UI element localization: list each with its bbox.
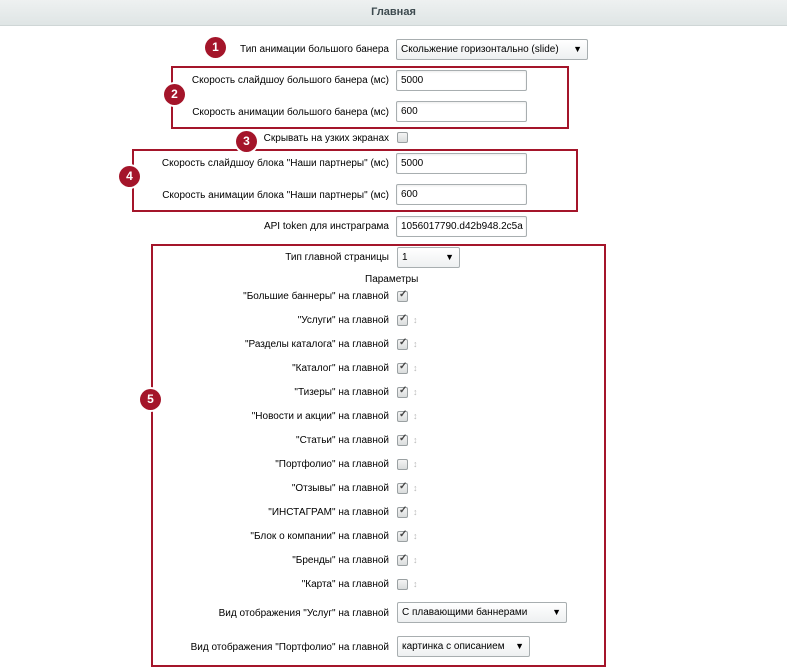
partners-slideshow-speed-input[interactable]: 5000 <box>396 153 527 174</box>
drag-handle-icon[interactable]: ↕ <box>413 339 418 349</box>
partners-slideshow-speed-label: Скорость слайдшоу блока "Наши партнеры" (мс) <box>161 158 389 169</box>
param-label: "Отзывы" на главной <box>291 483 389 494</box>
param-checkbox[interactable] <box>397 315 408 326</box>
badge-2: 2 <box>164 84 185 105</box>
chevron-down-icon: ▼ <box>552 607 561 617</box>
drag-handle-icon[interactable]: ↕ <box>413 483 418 493</box>
portfolio-view-select[interactable] <box>397 636 530 657</box>
hide-narrow-checkbox[interactable] <box>397 132 408 143</box>
param-label: "Блок о компании" на главной <box>250 531 389 542</box>
param-label: "Услуги" на главной <box>297 315 389 326</box>
banner-animation-type-label: Тип анимации большого банера <box>240 44 389 55</box>
param-checkbox[interactable] <box>397 363 408 374</box>
param-checkbox[interactable] <box>397 507 408 518</box>
param-checkbox[interactable] <box>397 531 408 542</box>
drag-handle-icon[interactable]: ↕ <box>413 363 418 373</box>
drag-handle-icon[interactable]: ↕ <box>413 387 418 397</box>
hide-narrow-label: Скрывать на узких экранах <box>263 133 389 144</box>
instagram-token-input[interactable]: 1056017790.d42b948.2c5a <box>396 216 527 237</box>
homepage-type-value: 1 <box>402 252 408 263</box>
badge-1: 1 <box>205 37 226 58</box>
param-checkbox[interactable] <box>397 291 408 302</box>
drag-handle-icon[interactable]: ↕ <box>413 315 418 325</box>
param-label: "Большие баннеры" на главной <box>243 291 389 302</box>
param-label: "ИНСТАГРАМ" на главной <box>268 507 389 518</box>
drag-handle-icon[interactable]: ↕ <box>413 411 418 421</box>
param-checkbox[interactable] <box>397 483 408 494</box>
homepage-type-select[interactable] <box>397 247 460 268</box>
param-checkbox[interactable] <box>397 387 408 398</box>
partners-animation-speed-label: Скорость анимации блока "Наши партнеры" (мс) <box>162 190 389 201</box>
banner-animation-speed-label: Скорость анимации большого банера (мс) <box>192 107 389 118</box>
param-label: "Бренды" на главной <box>292 555 389 566</box>
homepage-type-label: Тип главной страницы <box>285 252 389 263</box>
param-label: "Портфолио" на главной <box>275 459 389 470</box>
param-checkbox[interactable] <box>397 411 408 422</box>
param-label: "Карта" на главной <box>301 579 389 590</box>
param-checkbox[interactable] <box>397 339 408 350</box>
param-checkbox[interactable] <box>397 579 408 590</box>
portfolio-view-label: Вид отображения "Портфолио" на главной <box>190 642 389 653</box>
drag-handle-icon[interactable]: ↕ <box>413 579 418 589</box>
drag-handle-icon[interactable]: ↕ <box>413 435 418 445</box>
chevron-down-icon: ▼ <box>515 641 524 651</box>
section-header <box>0 0 787 26</box>
param-label: "Статьи" на главной <box>296 435 389 446</box>
drag-handle-icon[interactable]: ↕ <box>413 459 418 469</box>
param-label: "Тизеры" на главной <box>294 387 389 398</box>
param-label: "Новости и акции" на главной <box>251 411 389 422</box>
param-checkbox[interactable] <box>397 435 408 446</box>
banner-slideshow-speed-input[interactable]: 5000 <box>396 70 527 91</box>
banner-animation-speed-input[interactable]: 600 <box>396 101 527 122</box>
chevron-down-icon: ▼ <box>573 44 582 54</box>
services-view-select[interactable] <box>397 602 567 623</box>
instagram-token-label: API token для инстраграма <box>263 221 389 232</box>
badge-4: 4 <box>119 166 140 187</box>
param-checkbox[interactable] <box>397 459 408 470</box>
section-title: Главная <box>371 6 416 18</box>
drag-handle-icon[interactable]: ↕ <box>413 555 418 565</box>
services-view-label: Вид отображения "Услуг" на главной <box>218 608 389 619</box>
partners-animation-speed-input[interactable]: 600 <box>396 184 527 205</box>
badge-3: 3 <box>236 131 257 152</box>
drag-handle-icon[interactable]: ↕ <box>413 507 418 517</box>
services-view-value: С плавающими баннерами <box>402 607 528 618</box>
param-label: "Каталог" на главной <box>292 363 389 374</box>
banner-slideshow-speed-label: Скорость слайдшоу большого банера (мс) <box>191 75 389 86</box>
portfolio-view-value: картинка с описанием <box>402 641 505 652</box>
banner-animation-type-value: Скольжение горизонтально (slide) <box>401 44 559 55</box>
params-title: Параметры <box>365 274 419 285</box>
badge-5: 5 <box>140 389 161 410</box>
param-label: "Разделы каталога" на главной <box>244 339 389 350</box>
banner-animation-type-select[interactable] <box>396 39 588 60</box>
param-checkbox[interactable] <box>397 555 408 566</box>
drag-handle-icon[interactable]: ↕ <box>413 531 418 541</box>
chevron-down-icon: ▼ <box>445 252 454 262</box>
